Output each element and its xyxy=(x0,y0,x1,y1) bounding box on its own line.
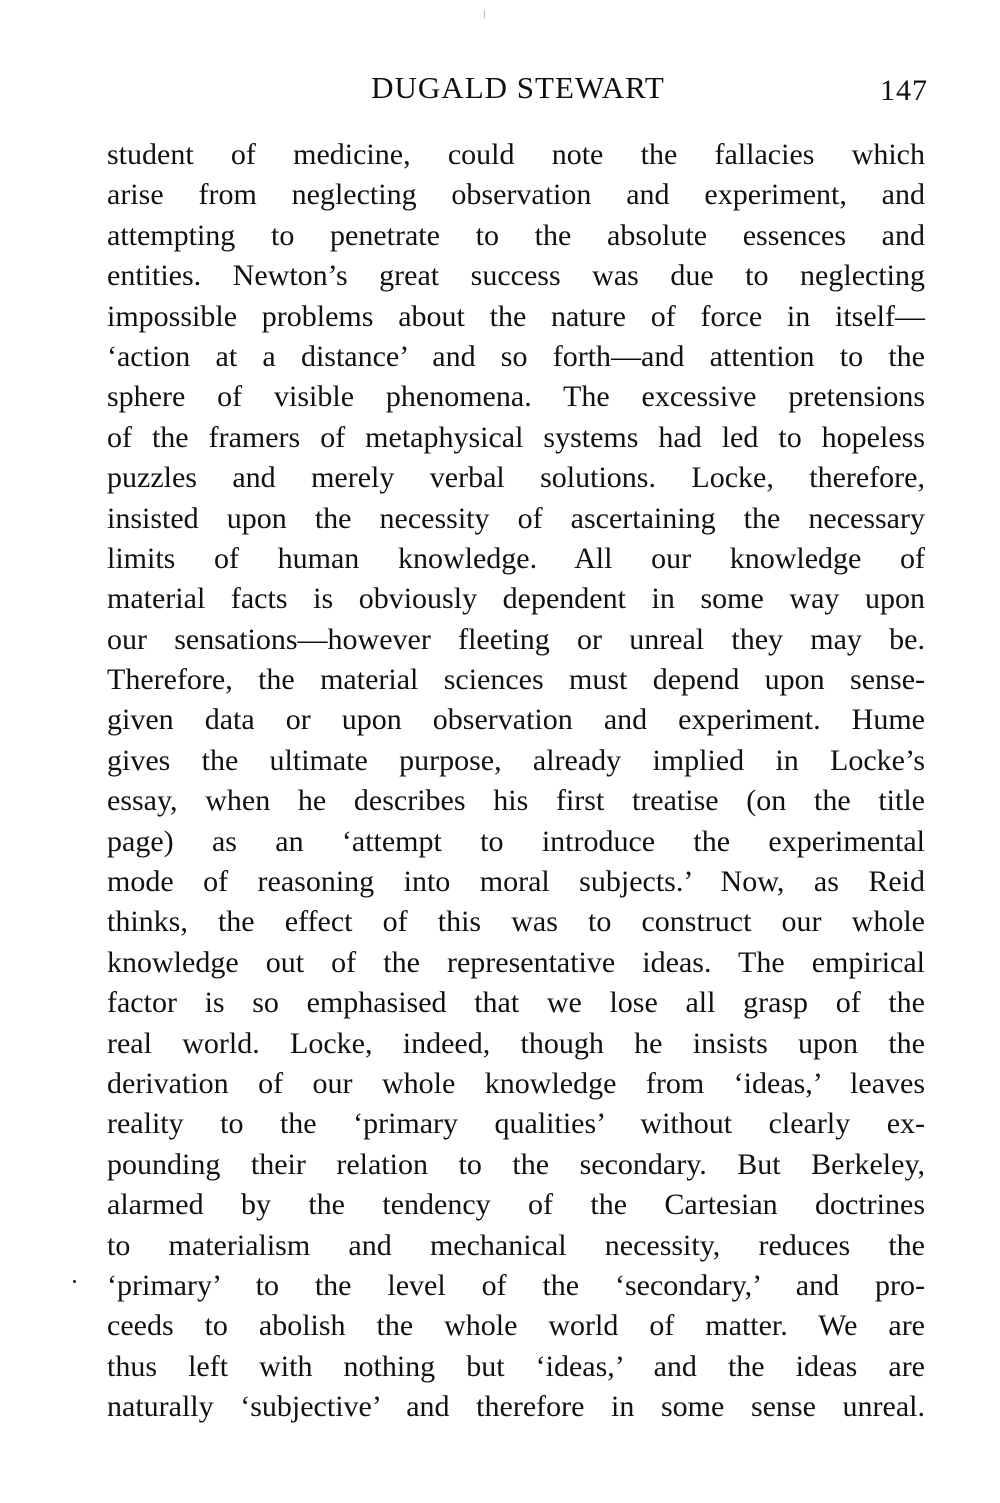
text-line: gives the ultimate purpose, already implied in Locke’s xyxy=(107,743,925,777)
text-line: puzzles and merely verbal solutions. Locke, therefore, xyxy=(107,461,925,495)
body-text xyxy=(107,135,925,1428)
text-line: arise from neglecting observation and experiment, and xyxy=(107,178,925,212)
text-line: insisted upon the necessity of ascertaining the necessary xyxy=(107,501,925,535)
text-line: derivation of our whole knowledge from ‘ideas,’ leaves xyxy=(107,1066,925,1100)
text-line: Therefore, the material sciences must depend upon sense- xyxy=(107,663,925,697)
running-head xyxy=(108,66,928,106)
text-line: entities. Newton’s great success was due to neglecting xyxy=(107,259,925,293)
text-line: mode of reasoning into moral subjects.’ Now, as Reid xyxy=(107,865,925,899)
text-line: our sensations—however fleeting or unreal they may be. xyxy=(107,622,925,656)
text-line: given data or upon observation and experiment. Hume xyxy=(107,703,925,737)
scan-artifact-mark xyxy=(484,10,485,18)
text-line: of the framers of metaphysical systems had led to hopeless xyxy=(107,420,925,454)
text-line: real world. Locke, indeed, though he insists upon the xyxy=(107,1026,925,1060)
text-line: ceeds to abolish the whole world of matter. We are xyxy=(107,1309,925,1343)
text-line: thinks, the effect of this was to construct our whole xyxy=(107,905,925,939)
text-line: impossible problems about the nature of force in itself— xyxy=(107,299,925,333)
text-line: factor is so emphasised that we lose all grasp of the xyxy=(107,986,925,1020)
page-number: 147 xyxy=(880,74,928,107)
text-line: knowledge out of the representative ideas. The empirical xyxy=(107,945,925,979)
text-line: attempting to penetrate to the absolute essences and xyxy=(107,218,925,252)
text-line: thus left with nothing but ‘ideas,’ and the ideas are xyxy=(107,1349,925,1383)
text-line: to materialism and mechanical necessity, reduces the xyxy=(107,1228,925,1262)
running-title: DUGALD STEWART xyxy=(371,70,665,105)
text-line: limits of human knowledge. All our knowledge of xyxy=(107,541,925,575)
text-line: page) as an ‘attempt to introduce the experimental xyxy=(107,824,925,858)
text-line: naturally ‘subjective’ and therefore in some sense unreal. xyxy=(107,1390,925,1424)
text-line: sphere of visible phenomena. The excessive pretensions xyxy=(107,380,925,414)
text-line: ‘action at a distance’ and so forth—and attention to the xyxy=(107,339,925,373)
text-line: material facts is obviously dependent in some way upon xyxy=(107,582,925,616)
text-line: alarmed by the tendency of the Cartesian doctrines xyxy=(107,1188,925,1222)
margin-mark xyxy=(73,1280,76,1283)
text-line: reality to the ‘primary qualities’ without clearly ex- xyxy=(107,1107,925,1141)
text-line: pounding their relation to the secondary. But Berkeley, xyxy=(107,1147,925,1181)
text-line: essay, when he describes his first treatise (on the title xyxy=(107,784,925,818)
text-line: student of medicine, could note the fallacies which xyxy=(107,138,925,171)
text-line: ‘primary’ to the level of the ‘secondary,’ and pro- xyxy=(107,1268,925,1302)
